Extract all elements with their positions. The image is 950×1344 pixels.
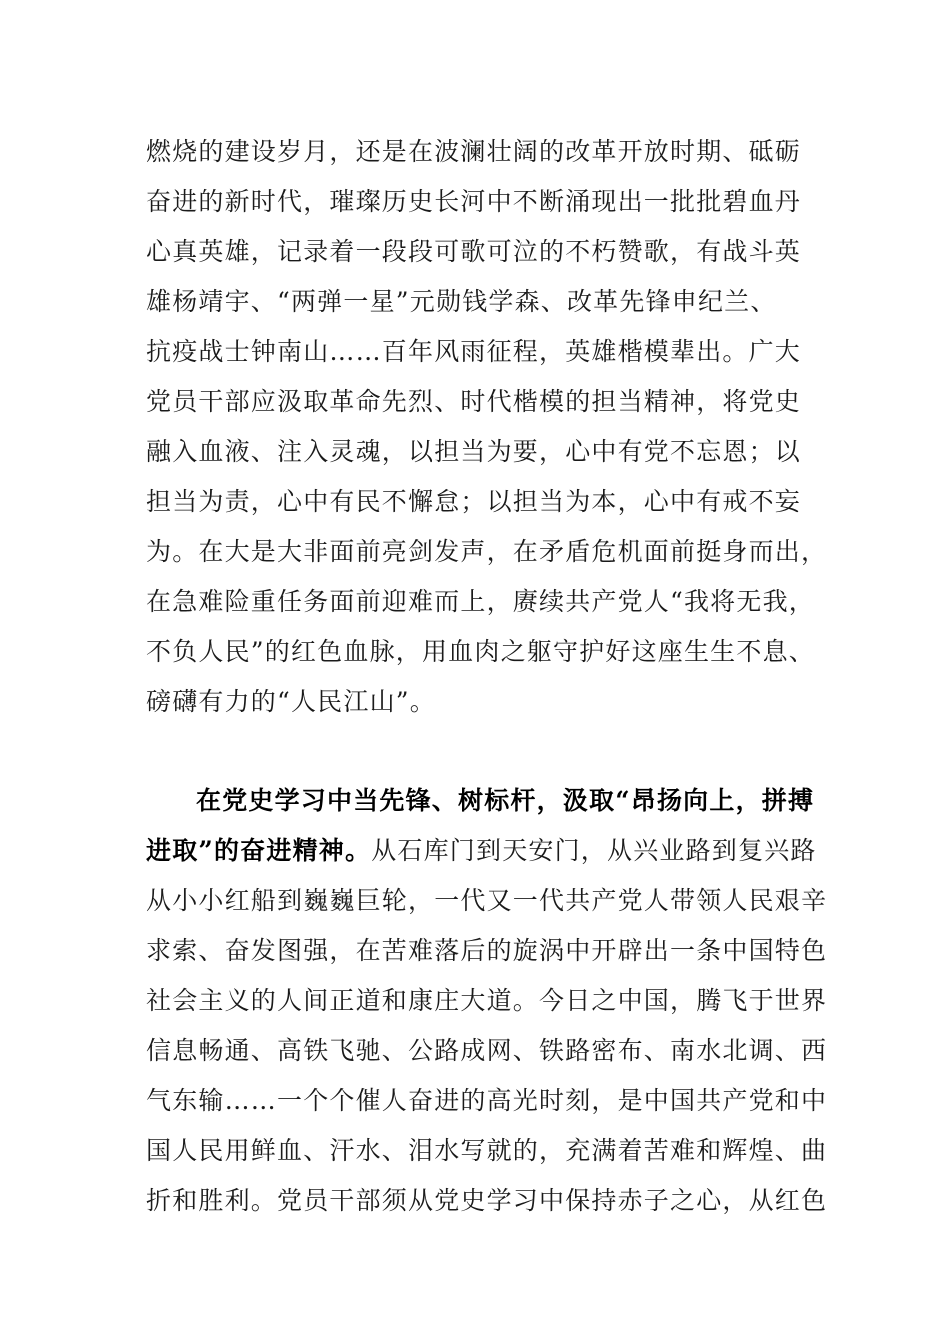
paragraph-1-line: 担当为责，心中有民不懈怠；以担当为本，心中有戒不妄	[146, 487, 802, 516]
paragraph-1-line: 燃烧的建设岁月，还是在波澜壮阔的改革开放时期、砥砺	[146, 137, 802, 166]
paragraph-1-line: 奋进的新时代，璀璨历史长河中不断涌现出一批批碧血丹	[146, 187, 802, 216]
paragraph-1-line: 融入血液、注入灵魂，以担当为要，心中有党不忘恩；以	[146, 437, 802, 466]
paragraph-2-line: 折和胜利。党员干部须从党史学习中保持赤子之心，从红色	[146, 1186, 828, 1215]
paragraph-2-line: 求索、奋发图强，在苦难落后的旋涡中开辟出一条中国特色	[146, 936, 828, 965]
paragraph-2-heading-end: 进取”的奋进精神。	[146, 836, 372, 865]
paragraph-1-line: 雄杨靖宇、“两弹一星”元勋钱学森、改革先锋申纪兰、	[146, 287, 777, 316]
paragraph-1-line: 党员干部应汲取革命先烈、时代楷模的担当精神，将党史	[146, 387, 802, 416]
paragraph-2-line: 信息畅通、高铁飞驰、公路成网、铁路密布、南水北调、西	[146, 1036, 828, 1065]
paragraph-2-line: 国人民用鲜血、汗水、泪水写就的，充满着苦难和辉煌、曲	[146, 1136, 828, 1165]
paragraph-1-line: 为。在大是大非面前亮剑发声，在矛盾危机面前挺身而出，	[146, 537, 828, 566]
paragraph-1-line: 抗疫战士钟南山……百年风雨征程，英雄楷模辈出。广大	[146, 337, 802, 366]
paragraph-1-line: 不负人民”的红色血脉，用血肉之躯守护好这座生生不息、	[146, 637, 815, 666]
paragraph-2-line: 社会主义的人间正道和康庄大道。今日之中国，腾飞于世界	[146, 986, 828, 1015]
paragraph-2-line: 气东输……一个个催人奋进的高光时刻，是中国共产党和中	[146, 1086, 828, 1115]
paragraph-1-line: 在急难险重任务面前迎难而上，赓续共产党人“我将无我，	[146, 587, 815, 616]
paragraph-2-line-text: 从石库门到天安门，从兴业路到复兴路	[371, 836, 817, 865]
paragraph-2-heading: 在党史学习中当先锋、树标杆，汲取“昂扬向上，拼搏	[196, 786, 815, 815]
paragraph-2-line: 从小小红船到巍巍巨轮，一代又一代共产党人带领人民艰辛	[146, 886, 828, 915]
paragraph-2-line	[146, 836, 817, 866]
paragraph-1-line: 心真英雄，记录着一段段可歌可泣的不朽赞歌，有战斗英	[146, 237, 802, 266]
paragraph-1-line: 磅礴有力的“人民江山”。	[146, 687, 436, 716]
